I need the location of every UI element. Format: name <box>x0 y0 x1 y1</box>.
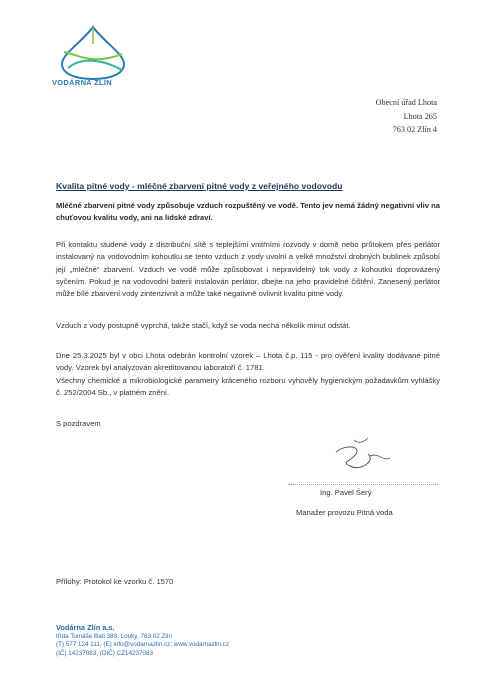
result-paragraph: Všechny chemické a mikrobiologické parametry kráceného rozboru vyhověly hygienickým požadavkům vyhlášky č. 252/2004 Sb., v platném znění. <box>56 376 440 398</box>
intro-paragraph: Mléčné zbarvení pitné vody způsobuje vzduch rozpuštěný ve vodě. Tento jev nemá žádný negativní vliv na chuťovou kvalitu vody, ani na lidské zdraví. <box>56 201 440 223</box>
sample-paragraph: Dne 25.3.2025 byl v obci Lhota odebrán kontrolní vzorek – Lhota č.p. 115 - pro ověření kvality dodávané pitné vody. Vzorek byl analyzován akreditovanou laboratoří č. 1781. <box>56 351 440 373</box>
footer-company: Vodárna Zlín a.s. <box>56 623 115 632</box>
signer-role: Manažer provozu Pitná voda <box>296 508 393 517</box>
greeting: S pozdravem <box>56 419 101 428</box>
handwritten-signature <box>306 432 426 482</box>
footer-address: třída Tomáše Bati 383, Louky, 763 02 Zlín <box>56 633 172 640</box>
footer-ids: (IČ) 14237083, (DIČ) CZ14237083 <box>56 649 153 657</box>
recipient-address <box>376 96 437 137</box>
advice-paragraph: Vzduch z vody postupně vyprchá, takže stačí, když se voda nechá několik minut odstát. <box>56 321 351 330</box>
signer-name: Ing. Pavel Šerý <box>320 488 372 497</box>
company-logo <box>52 24 134 96</box>
logo-text: VODÁRNA ZLÍN <box>52 78 112 87</box>
recipient-name: Obecní úřad Lhota <box>375 98 437 107</box>
explanation-paragraph: Při kontaktu studené vody z distribuční sítě s teplejšími vnitřními rozvody v domě nebo průtokem přes perlátor instalovaný na vodovodním kohoutku se tento vzduch z vody uvolní a velké množství drobných bublinek způsobí její „mléčné“ zbarvení. Vzduch ve vodě může způsobovat i nepravidelný tok vody z kohoutku doprovázený syčením. Pokud je na vodovodní baterii instalován perlátor, dbejte na jeho pravidelné čištění. Zanesený perlátor může bílé zbarvení vody zintenzivnit a může také negativně ovlivnit kvalitu pitné vody. <box>56 240 440 299</box>
signature-line <box>288 484 438 485</box>
recipient-street: Lhota 265 <box>403 111 437 121</box>
attachments: Přílohy: Protokol ke vzorku č. 1570 <box>56 577 174 586</box>
company-footer <box>56 623 229 658</box>
footer-contact: (T) 577 124 111, (E) info@vodarnazlin.cz; www.vodarnazlin.cz <box>56 641 230 649</box>
water-drop-logo-icon <box>52 24 134 80</box>
recipient-city: 763 02 Zlín 4 <box>392 125 437 134</box>
letter-subject: Kvalita pitné vody - mléčné zbarvení pitné vody z veřejného vodovodu <box>56 181 343 191</box>
